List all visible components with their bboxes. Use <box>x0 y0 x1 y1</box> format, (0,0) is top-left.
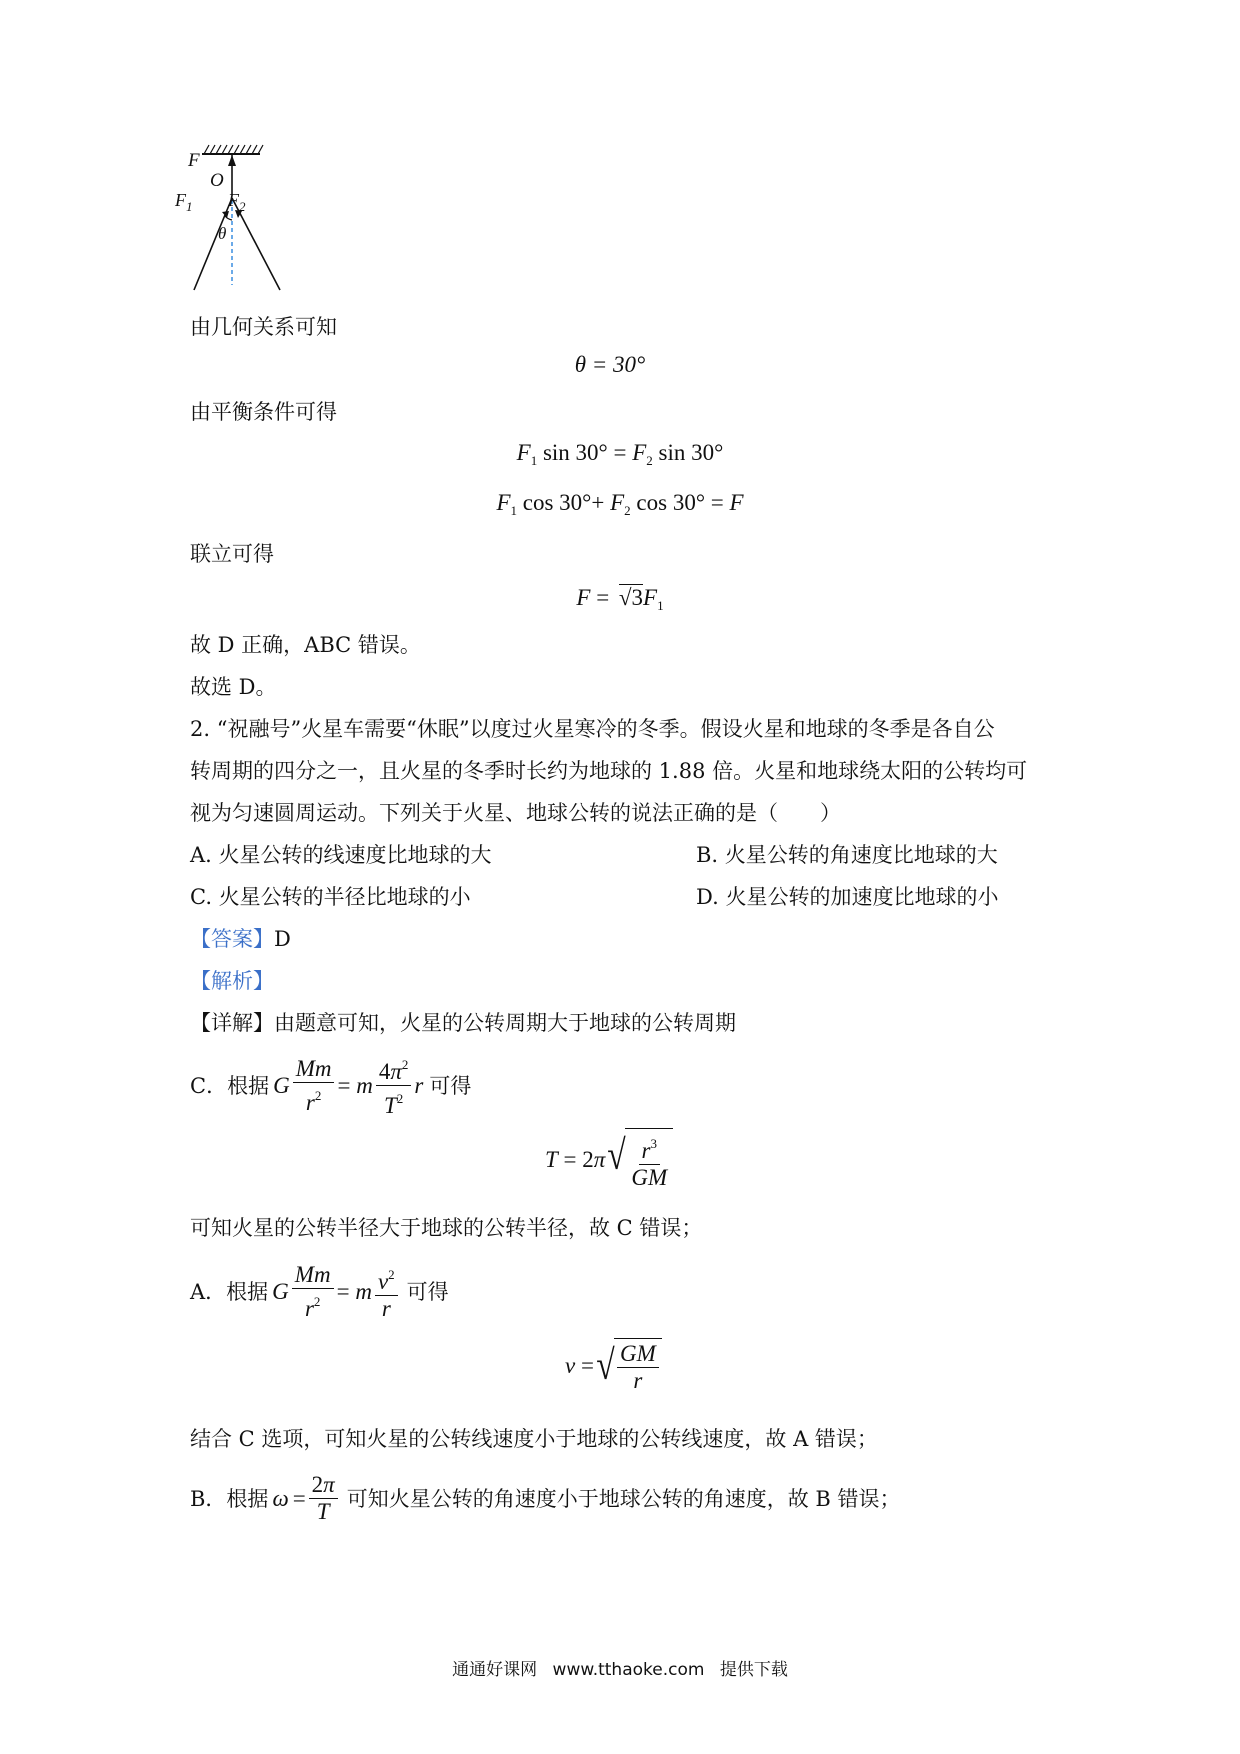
diagram-label-f1: $F_1$ <box>175 190 193 214</box>
analysis-tag: 【解析】 <box>190 969 274 993</box>
diagram-label-o: O <box>210 170 224 191</box>
choose-text: 故选 D。 <box>190 675 277 699</box>
option-a: A. 火星公转的线速度比地球的大 <box>190 843 492 867</box>
option-d: D. 火星公转的加速度比地球的小 <box>696 885 999 909</box>
detail-line <box>190 1008 736 1038</box>
equation-1: $F_1$ $\sin 30^\circ = F_2$ sin 30° <box>516 440 724 468</box>
combine-text: 联立可得 <box>190 542 274 566</box>
option-b: B. 火星公转的角速度比地球的大 <box>696 843 998 867</box>
footer-site-name: 通通好课网 <box>452 1660 538 1680</box>
conclusion-text: 故 D 正确，ABC 错误。 <box>190 633 421 657</box>
answer-value: D <box>274 927 291 951</box>
answer-line <box>190 924 291 954</box>
diagram-label-theta: θ <box>218 224 227 243</box>
option-c: C. 火星公转的半径比地球的小 <box>190 885 471 909</box>
diagram-label-f2: $F_2$ <box>228 190 246 214</box>
a-result-text: 结合 C 选项，可知火星的公转线速度小于地球的公转线速度，故 A 错误； <box>190 1427 878 1451</box>
velocity-equation: v = √ $\frac{GM}{r}$ <box>565 1338 662 1394</box>
equation-3: $F = √3F_1$ <box>576 585 664 613</box>
answer-tag: 【答案】 <box>190 927 274 951</box>
a-analysis-line: A．根据 G $\frac{Mm}{r^2}$ = m $\frac{v^2}{r}$ 可得 <box>190 1262 449 1321</box>
footer <box>0 1655 1240 1680</box>
b-analysis-line: B．根据 ω = $\frac{2\pi}{T}$ 可知火星公转的角速度小于地球公转的角速度，故 B 错误； <box>190 1472 901 1524</box>
question-stem-line-3: 视为匀速圆周运动。下列关于火星、地球公转的说法正确的是（ ） <box>190 801 841 825</box>
equation-2: $F_1$ $\cos 30^\circ+ F_2$ cos 30° = F <box>496 490 744 518</box>
c-analysis-line: C．根据 G $\frac{Mm}{r^2}$ = m $\frac{4\pi^2}{T^2}$ r 可得 <box>190 1052 471 1119</box>
theta-equation: θ = 30° <box>574 352 646 377</box>
balance-text: 由平衡条件可得 <box>190 400 337 424</box>
diagram-label-f: F <box>188 150 200 171</box>
detail-tag: 【详解】 <box>190 1011 274 1035</box>
footer-url[interactable]: www.tthaoke.com <box>552 1660 705 1680</box>
footer-suffix: 提供下载 <box>719 1660 788 1680</box>
question-stem-line-1: 2. “祝融号”火星车需要“休眠”以度过火星寒冷的冬季。假设火星和地球的冬季是各自公 <box>190 717 995 741</box>
c-result-text: 可知火星的公转半径大于地球的公转半径，故 C 错误； <box>190 1216 703 1240</box>
period-equation: T = 2π √ $\frac{r^3}{GM}$ <box>545 1128 673 1191</box>
question-stem-line-2: 转周期的四分之一，且火星的冬季时长约为地球的 1.88 倍。火星和地球绕太阳的公转均可 <box>190 759 1028 783</box>
geo-relation-text: 由几何关系可知 <box>190 315 337 339</box>
detail-text: 由题意可知，火星的公转周期大于地球的公转周期 <box>274 1011 736 1035</box>
